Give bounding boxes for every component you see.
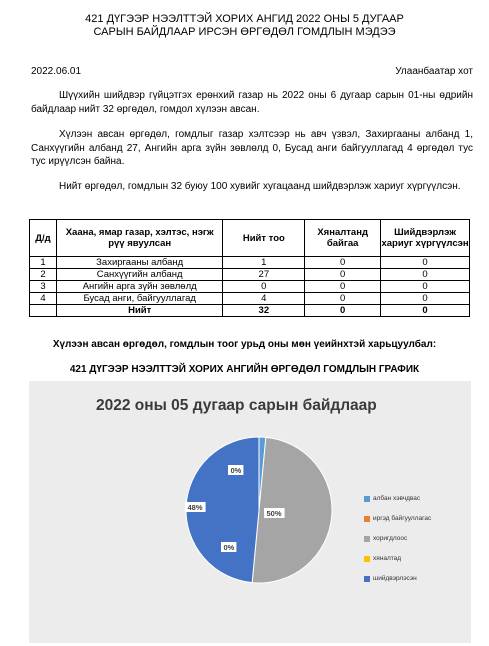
header-total: Нийт тоо xyxy=(223,220,305,257)
table-cell: 0 xyxy=(223,281,305,293)
legend-item xyxy=(364,575,431,595)
table-cell xyxy=(30,305,57,317)
legend-item xyxy=(364,535,431,555)
legend-label: иргэд байгууллагас xyxy=(373,515,432,522)
total-count: 32 xyxy=(223,305,305,317)
legend-swatch xyxy=(364,576,370,582)
table-cell: 0 xyxy=(381,281,470,293)
document-title xyxy=(0,13,489,39)
table-cell: 0 xyxy=(381,257,470,269)
svg-text:48%: 48% xyxy=(187,503,203,512)
paragraph-3: Нийт өргөдөл, гомдлын 32 буюу 100 хувийг хугацаанд шийдвэрлэж хариуг хүргүүлсэн. xyxy=(59,181,461,192)
total-resolved: 0 xyxy=(381,305,470,317)
table-cell: 0 xyxy=(381,269,470,281)
table-cell: 4 xyxy=(223,293,305,305)
legend-label: шийдвэрлэсэн xyxy=(373,575,417,582)
data-label xyxy=(264,508,285,518)
table-cell: 0 xyxy=(305,257,381,269)
table-cell: 0 xyxy=(305,269,381,281)
table-row xyxy=(30,269,470,281)
table-header-row xyxy=(30,220,470,257)
table-cell: Ангийн арга зүйн зөвлөлд xyxy=(56,281,223,293)
table-cell: 0 xyxy=(305,293,381,305)
table-row xyxy=(30,293,470,305)
comparison-caption: Хүлээн авсан өргөдөл, гомдлын тоог урьд оны мөн үеийнхтэй харьцуулбал: xyxy=(52,339,437,350)
legend-swatch xyxy=(364,536,370,542)
legend-item xyxy=(364,515,431,535)
legend-item xyxy=(364,555,431,575)
data-label xyxy=(221,542,236,552)
table-cell: 4 xyxy=(30,293,57,305)
table-cell: Санхүүгийн албанд xyxy=(56,269,223,281)
data-label xyxy=(185,502,206,512)
header-under-review: Хяналтанд байгаа xyxy=(305,220,381,257)
document-place: Улаанбаатар хот xyxy=(395,66,473,77)
table-cell: 2 xyxy=(30,269,57,281)
chart-legend xyxy=(364,495,431,595)
table-cell: 1 xyxy=(223,257,305,269)
total-under-review: 0 xyxy=(305,305,381,317)
chart-caption: 421 ДҮГЭЭР НЭЭЛТТЭЙ ХОРИХ АНГИЙН ӨРГӨДӨЛ ГОМДЛЫН ГРАФИК xyxy=(69,364,420,375)
table-cell: 3 xyxy=(30,281,57,293)
svg-text:0%: 0% xyxy=(223,543,235,552)
legend-label: албан хэвчдвас xyxy=(373,495,421,502)
table-row xyxy=(30,281,470,293)
title-line-2: САРЫН БАЙДЛААР ИРСЭН ӨРГӨДӨЛ ГОМДЛЫН МЭДЭЭ xyxy=(93,26,396,38)
legend-swatch xyxy=(364,556,370,562)
legend-label: хяналтад xyxy=(373,555,402,562)
table-cell: 0 xyxy=(381,293,470,305)
chart-title: 2022 оны 05 дугаар сарын байдлаар xyxy=(96,397,377,414)
table-cell: Захиргааны албанд xyxy=(56,257,223,269)
legend-item xyxy=(364,495,431,515)
table-row xyxy=(30,257,470,269)
table-cell: Бусад анги, байгууллагад xyxy=(56,293,223,305)
svg-text:0%: 0% xyxy=(230,466,242,475)
header-index: Д/д xyxy=(30,220,57,257)
header-destination: Хаана, ямар газар, хэлтэс, нэгж рүү явуулсан xyxy=(56,220,223,257)
pie-chart xyxy=(29,381,471,643)
legend-swatch xyxy=(364,516,370,522)
table-cell: 0 xyxy=(305,281,381,293)
document-date: 2022.06.01 xyxy=(31,66,82,77)
table-cell: 27 xyxy=(223,269,305,281)
svg-text:50%: 50% xyxy=(266,509,282,518)
paragraph-1: Шүүхийн шийдвэр гүйцэтгэх ерөнхий газар нь 2022 оны 6 дугаар сарын 01-ны өдрийн байдлаар нийт 32 өргөдөл, гомдол хүлээн авсан. xyxy=(31,90,473,115)
table-cell: 1 xyxy=(30,257,57,269)
title-line-1: 421 ДҮГЭЭР НЭЭЛТТЭЙ ХОРИХ АНГИД 2022 ОНЫ 5 ДУГААР xyxy=(85,13,404,25)
header-resolved: Шийдвэрлэж хариуг хүргүүлсэн xyxy=(381,220,470,257)
table-total-row xyxy=(30,305,470,317)
report-table xyxy=(29,219,470,317)
paragraph-2: Хүлээн авсан өргөдөл, гомдлыг газар хэлтсээр нь авч үзвэл, Захиргааны албанд 1, Санхүүгийн албанд 27, Ангийн арга зүйн зөвлөлд 0, Бусад анги байгууллагад 4 өргөдөл тус тус ирүүлсэн байна. xyxy=(31,129,473,167)
legend-swatch xyxy=(364,496,370,502)
total-label: Нийт xyxy=(56,305,223,317)
legend-label: хоригдлоос xyxy=(373,535,408,542)
data-label xyxy=(228,465,243,475)
